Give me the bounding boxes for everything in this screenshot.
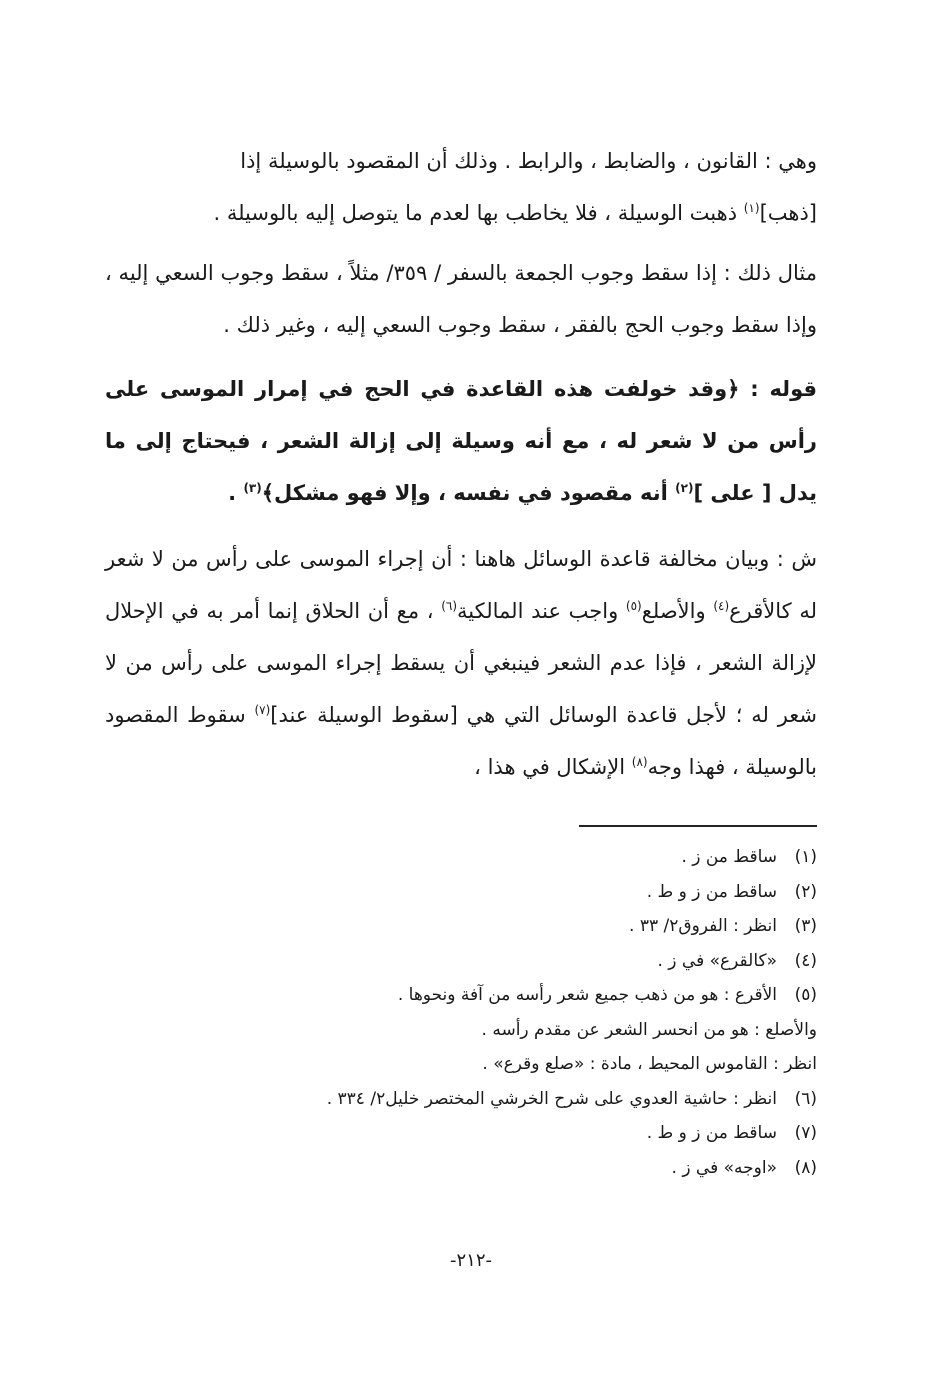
footnote-separator	[579, 825, 817, 827]
commentary-text-c: واجب عند المالكية	[457, 599, 626, 623]
paragraph-1-line-2a: [ذهب]	[759, 201, 817, 225]
footnote-text: والأصلع : هو من انحسر الشعر عن مقدم رأسه .	[481, 1019, 817, 1040]
footnote-number: (١)	[794, 847, 817, 867]
footnote-item	[105, 978, 817, 1013]
footnote-number: (٤)	[794, 950, 817, 971]
footnote-number: (٢)	[794, 881, 817, 902]
footnote-item	[105, 875, 817, 910]
commentary-paragraph	[105, 533, 817, 793]
commentary-text-e: سقوط المقصود بالوسيلة ، فهذا وجه	[105, 703, 817, 779]
commentary-text-b: والأصلع	[641, 599, 714, 623]
footnote-text: ساقط من ز و ط .	[646, 1123, 777, 1143]
footnote-text: انظر : حاشية العدوي على شرح الخرشي المختصر خليل٢/ ٣٣٤ .	[326, 1088, 777, 1109]
quote-text-b: أنه مقصود في نفسه ، وإلا فهو مشكل﴾	[261, 481, 676, 505]
quoted-rule-paragraph	[105, 363, 817, 519]
commentary-text-d: ، مع أن الحلاق إنما أمر به في الإحلال لإزالة الشعر ، فإذا عدم الشعر فينبغي أن يسقط إجراء الموسى على رأس من لا شعر له ؛ لأجل قاعدة الوسائل التي هي [سقوط الوسيلة عند]	[105, 599, 818, 727]
footnote-item	[105, 909, 817, 944]
footnote-number: (٧)	[794, 1123, 817, 1143]
page-body	[105, 135, 817, 1355]
footnote-text: انظر : القاموس المحيط ، مادة : «صلع وقرع» .	[482, 1054, 817, 1074]
paragraph-2	[105, 247, 817, 351]
footnote-ref-7: (٧)	[254, 703, 271, 717]
footnote-continuation	[105, 1047, 817, 1082]
footnote-continuation	[105, 1013, 817, 1048]
footnote-text: الأقرع : هو من ذهب جميع شعر رأسه من آفة ونحوها .	[397, 985, 777, 1005]
paragraph-1-line-2b: ذهبت الوسيلة ، فلا يخاطب بها لعدم ما يتوصل إليه بالوسيلة .	[213, 201, 744, 225]
footnote-text: «كالقرع» في ز .	[657, 950, 777, 971]
paragraph-2-text: مثال ذلك : إذا سقط وجوب الجمعة بالسفر / ٣٥٩/ مثلاً ، سقط وجوب السعي إليه ، وإذا سقط وجوب الحج بالفقر ، سقط وجوب السعي إليه ، وغير ذلك .	[105, 261, 818, 337]
footnote-ref-4: (٤)	[713, 599, 730, 613]
footnote-number: (٥)	[794, 985, 817, 1005]
paragraph-1	[105, 135, 817, 239]
footnote-ref-5: (٥)	[625, 599, 642, 613]
footnotes-list	[105, 840, 817, 1185]
footnote-item	[105, 1151, 817, 1186]
footnote-item	[105, 1116, 817, 1151]
footnote-item	[105, 1082, 817, 1117]
paragraph-1-line-1: وهي : القانون ، والضابط ، والرابط . وذلك أن المقصود بالوسيلة إذا	[240, 149, 817, 173]
commentary-text-f: الإشكال في هذا ،	[474, 755, 632, 779]
footnote-ref-1: (١)	[743, 201, 760, 215]
footnote-text: ساقط من ز .	[681, 847, 777, 867]
footnote-ref-2: (٢)	[675, 481, 694, 495]
footnote-number: (٨)	[794, 1157, 817, 1178]
commentary-text-a: ش : وبيان مخالفة قاعدة الوسائل هاهنا : أن إجراء الموسى على رأس من لا شعر له كالأقرع	[105, 547, 817, 623]
footnote-ref-6: (٦)	[441, 599, 458, 613]
footnote-text: انظر : الفروق٢/ ٣٣ .	[629, 916, 777, 936]
footnote-item	[105, 944, 817, 979]
footnote-number: (٣)	[794, 916, 817, 936]
quote-text-a: قوله : ﴿وقد خولفت هذه القاعدة في الحج في إمرار الموسى على رأس من لا شعر له ، مع أنه وسيلة إلى إزالة الشعر ، فيحتاج إلى ما يدل [ على ]	[105, 377, 817, 505]
quote-text-c: .	[228, 481, 244, 505]
footnote-text: «اوجه» في ز .	[671, 1157, 777, 1178]
footnote-text: ساقط من ز و ط .	[646, 881, 777, 902]
footnote-ref-3: (٣)	[243, 481, 262, 495]
footnote-item	[105, 840, 817, 875]
footnote-number: (٦)	[794, 1088, 817, 1109]
footnote-ref-8: (٨)	[631, 755, 648, 769]
page-number: -٢١٢-	[449, 1250, 492, 1271]
